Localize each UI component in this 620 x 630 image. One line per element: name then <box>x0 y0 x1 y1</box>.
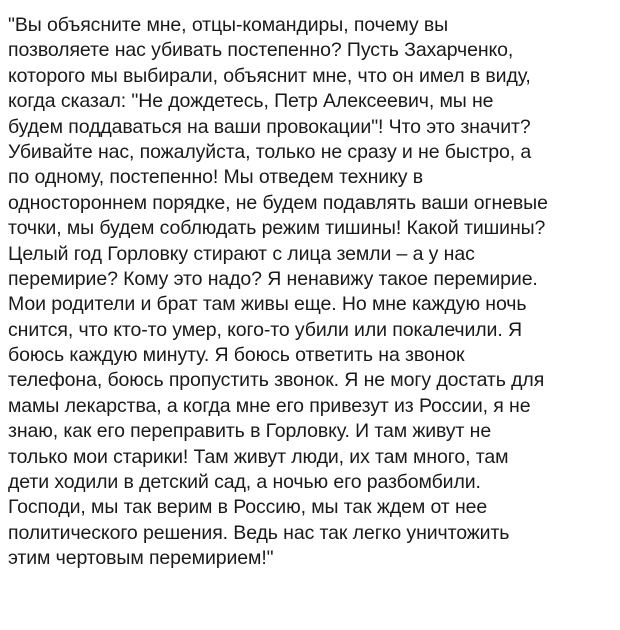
quote-line: по одному, постепенно! Мы отведем технику в <box>8 166 423 189</box>
quote-line: Убивайте нас, пожалуйста, только не сразу и не быстро, а <box>8 140 532 163</box>
quote-line: точки, мы будем соблюдать режим тишины! Какой тишины? <box>8 217 546 240</box>
quote-line: позволяете нас убивать постепенно? Пусть Захарченко, <box>8 39 514 62</box>
quote-line: дети ходили в детский сад, а ночью его разбомбили. <box>8 471 481 494</box>
quote-line: только мои старики! Там живут люди, их там много, там <box>8 445 509 468</box>
quote-line: одностороннем порядке, не будем подавлять ваши огневые <box>8 191 548 214</box>
quote-line: политического решения. Ведь нас так легко уничтожить <box>8 521 510 544</box>
quote-line: "Вы объясните мне, отцы-командиры, почему вы <box>8 14 449 36</box>
quote-text <box>8 13 612 572</box>
quote-line: боюсь каждую минуту. Я боюсь ответить на звонок <box>8 344 465 367</box>
quote-line: этим чертовым перемирием!" <box>8 547 274 570</box>
quote-line: которого мы выбирали, объяснит мне, что он имел в виду, <box>8 64 531 87</box>
quote-line: телефона, боюсь пропустить звонок. Я не могу достать для <box>8 369 545 392</box>
quote-line: Господи, мы так верим в Россию, мы так ждем от нее <box>8 496 488 519</box>
quote-line: знаю, как его переправить в Горловку. И там живут не <box>8 420 492 443</box>
quote-line: перемирие? Кому это надо? Я ненавижу такое перемирие. <box>8 267 538 290</box>
quote-line: Мои родители и брат там живы еще. Но мне каждую ночь <box>8 293 527 316</box>
quote-line: мамы лекарства, а когда мне его привезут из России, я не <box>8 394 531 417</box>
quote-line: Целый год Горловку стирают с лица земли – а у нас <box>8 242 475 265</box>
quote-line: снится, что кто-то умер, кого-то убили или покалечили. Я <box>8 318 522 341</box>
quote-line: будем поддаваться на ваши провокации"! Что это значит? <box>8 115 531 138</box>
quote-line: когда сказал: "Не дождетесь, Петр Алексеевич, мы не <box>8 90 494 113</box>
